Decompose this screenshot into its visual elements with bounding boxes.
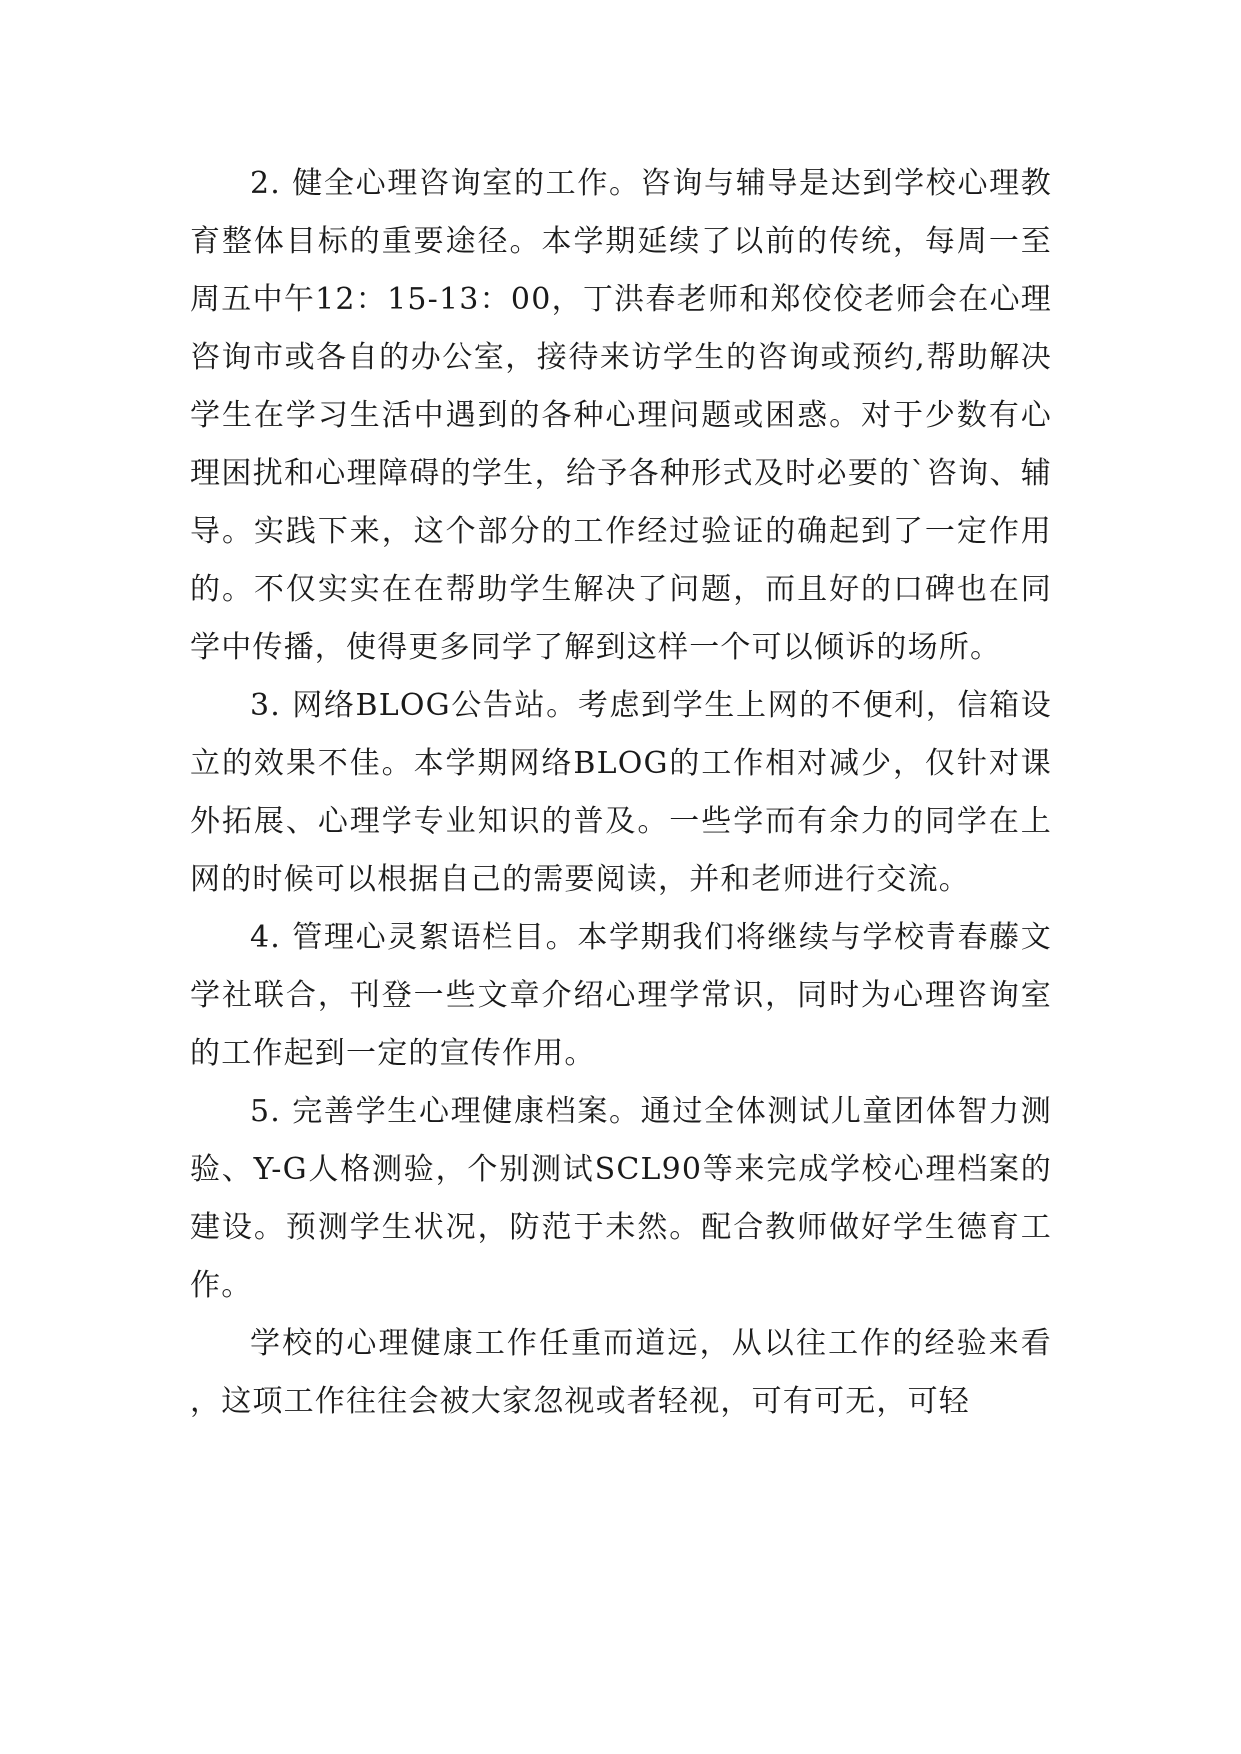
paragraph-column-management: 4. 管理心灵絮语栏目。本学期我们将继续与学校青春藤文学社联合，刊登一些文章介绍心理学常识，同时为心理咨询室的工作起到一定的宣传作用。 (190, 920, 1052, 1071)
paragraph-health-records: 5. 完善学生心理健康档案。通过全体测试儿童团体智力测验、Y-G人格测验，个别测试SCL90等来完成学校心理档案的建设。预测学生状况，防范于未然。配合教师做好学生德育工作。 (190, 1094, 1052, 1303)
paragraph-conclusion: 学校的心理健康工作任重而道远，从以往工作的经验来看，这项工作往往会被大家忽视或者轻视，可有可无，可轻 (190, 1326, 1052, 1419)
document-body (190, 155, 1052, 1431)
paragraph-blog-station: 3. 网络BLOG公告站。考虑到学生上网的不便利，信箱设立的效果不佳。本学期网络BLOG的工作相对减少，仅针对课外拓展、心理学专业知识的普及。一些学而有余力的同学在上网的时候可以根据自己的需要阅读，并和老师进行交流。 (190, 688, 1052, 897)
paragraph-counseling-room: 2. 健全心理咨询室的工作。咨询与辅导是达到学校心理教育整体目标的重要途径。本学期延续了以前的传统，每周一至周五中午12：15-13：00，丁洪春老师和郑佼佼老师会在心理咨询市或各自的办公室，接待来访学生的咨询或预约,帮助解决学生在学习生活中遇到的各种心理问题或困惑。对于少数有心理困扰和心理障碍的学生，给予各种形式及时必要的`咨询、辅导。实践下来，这个部分的工作经过验证的确起到了一定作用的。不仅实实在在帮助学生解决了问题，而且好的口碑也在同学中传播，使得更多同学了解到这样一个可以倾诉的场所。 (190, 166, 1052, 665)
